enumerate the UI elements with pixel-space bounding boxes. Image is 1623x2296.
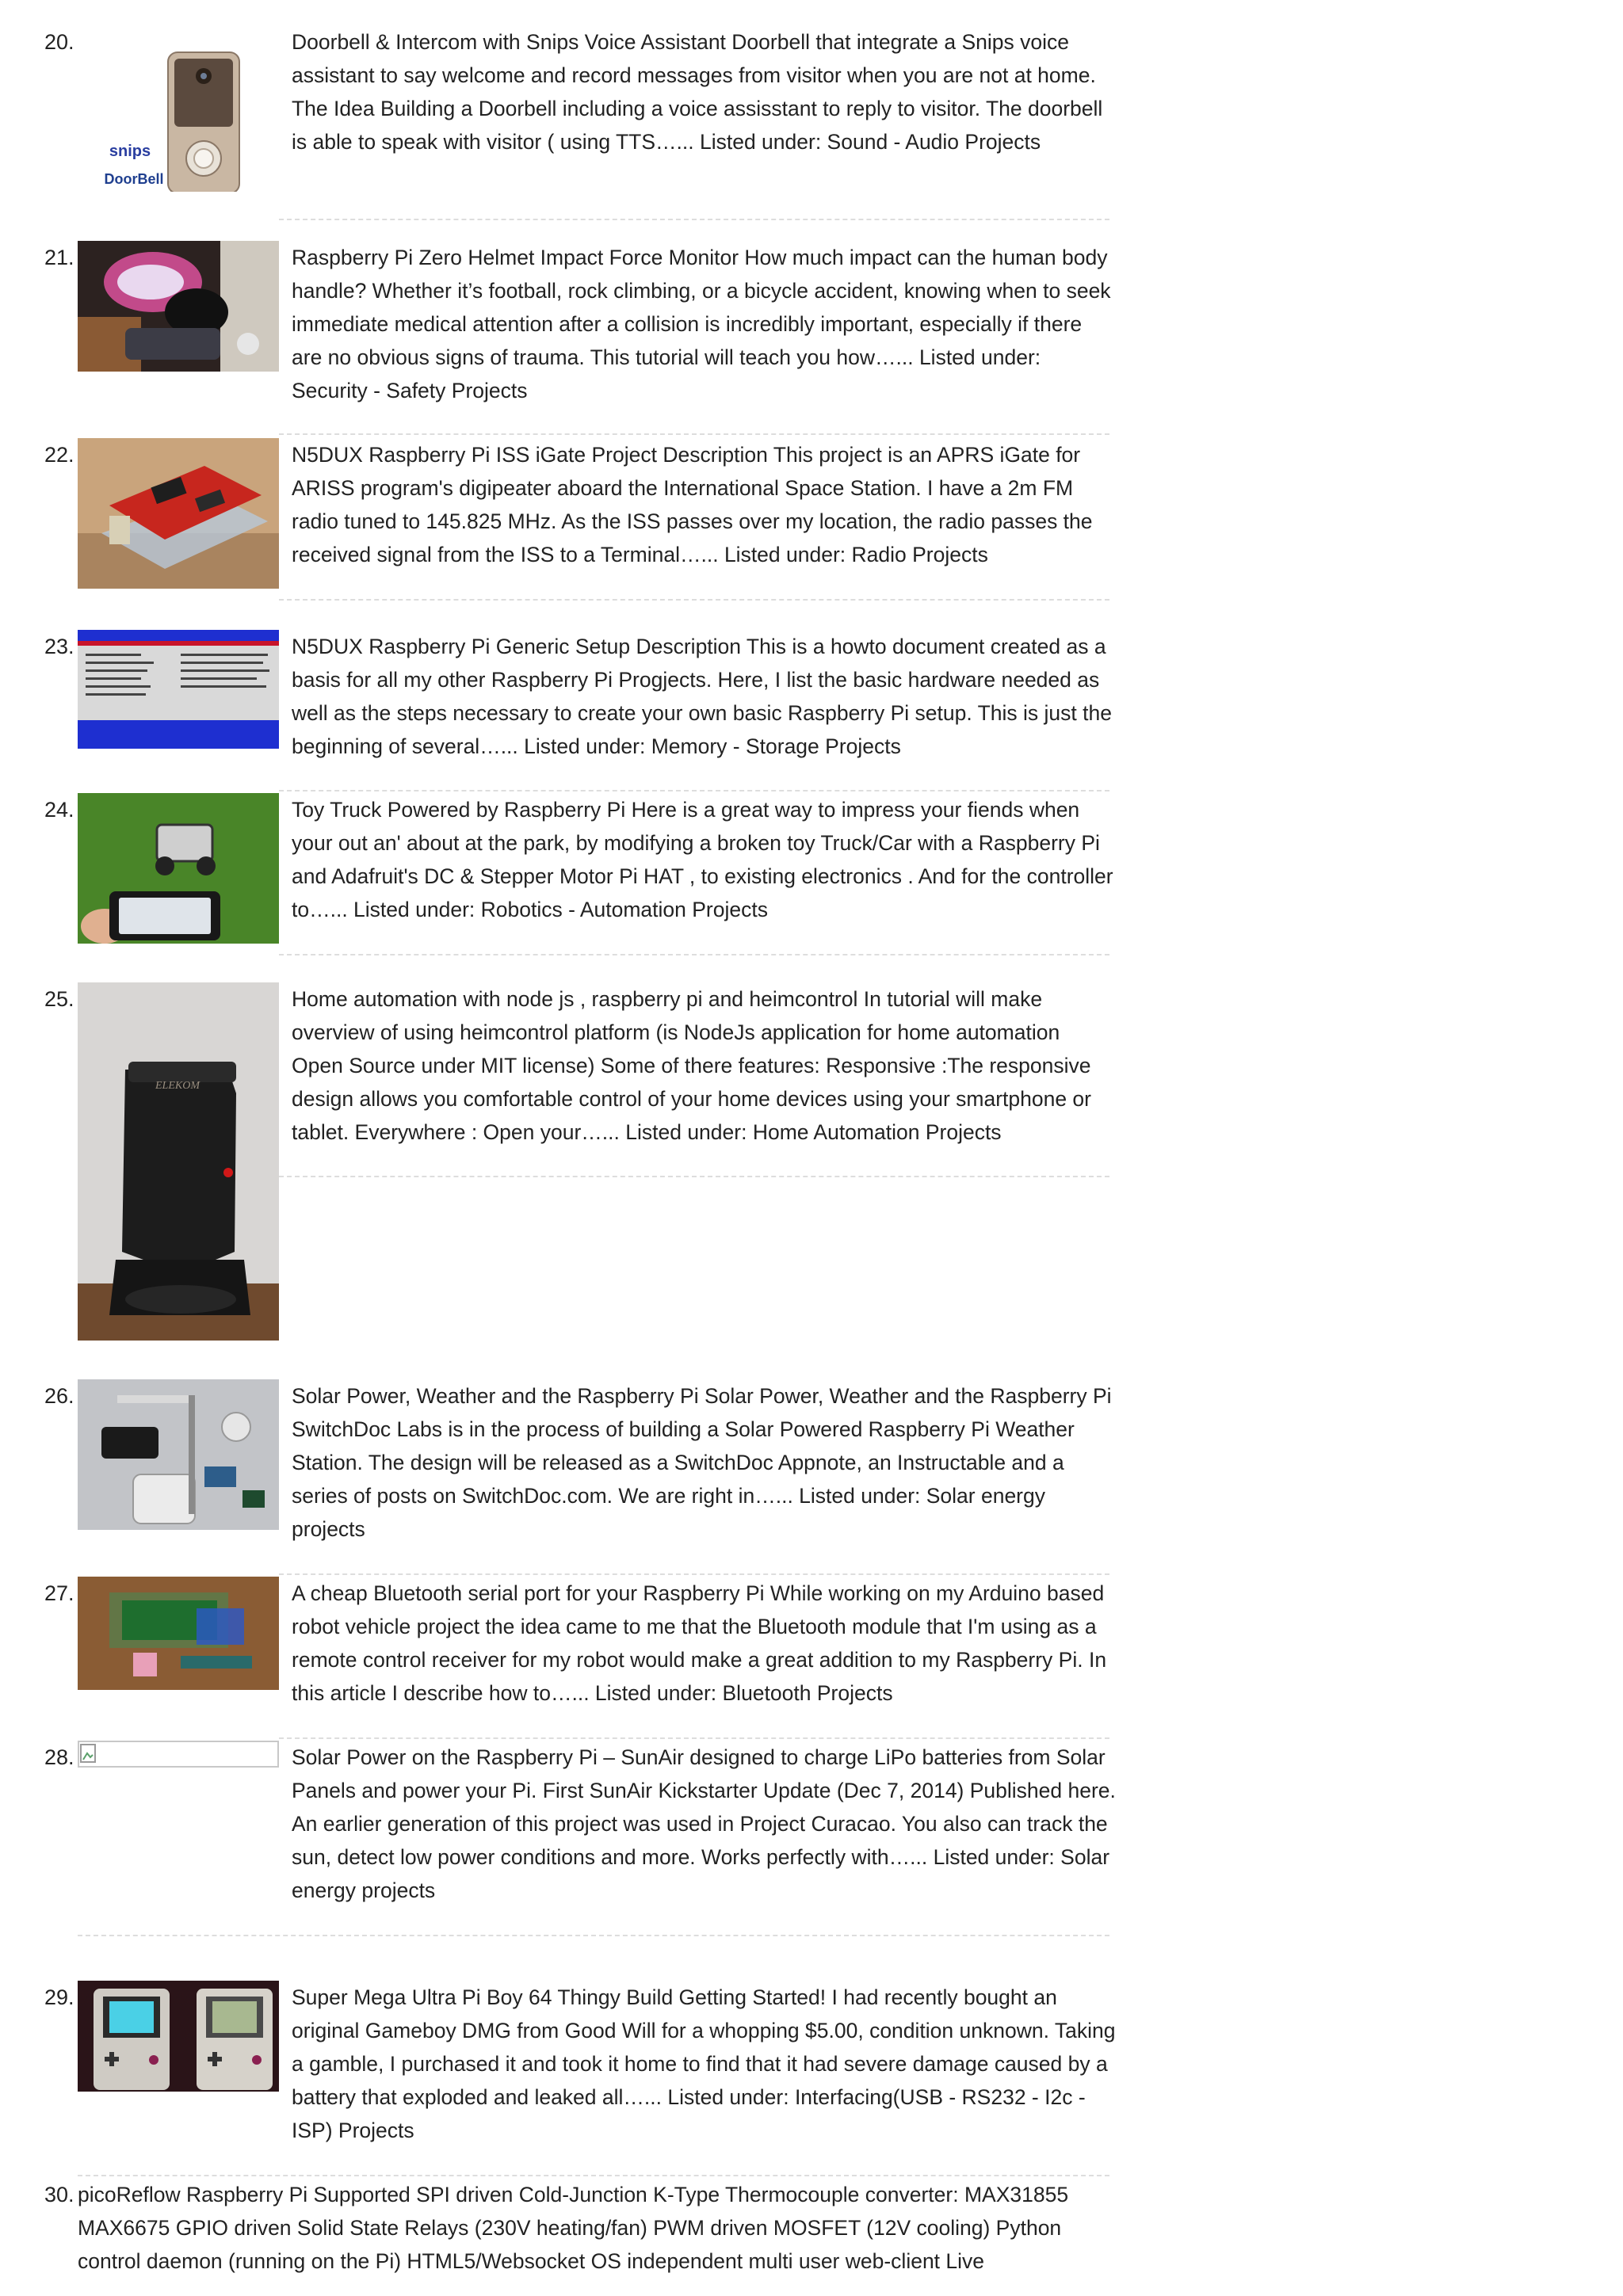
list-item — [0, 438, 1109, 589]
item-description[interactable]: N5DUX Raspberry Pi Generic Setup Description This is a howto document created as a basis for all my other Raspberry Pi Progjects. Here, I list the basic hardware needed as well as the steps necessary to create your own basic Raspberry Pi setup. This is just the beginning of several…... Listed under: Memory - Storage Projects — [292, 635, 1112, 758]
item-divider — [279, 954, 1109, 955]
item-number: 27. — [44, 1581, 74, 1605]
item-divider — [279, 599, 1109, 601]
item-description[interactable]: A cheap Bluetooth serial port for your Raspberry Pi While working on my Arduino based robot vehicle project the idea came to me that the Bluetooth module that I'm using as a remote control receiver for my robot would make a great addition to my Raspberry Pi. In this article I describe how to…... Listed under: Bluetooth Projects — [292, 1581, 1107, 1705]
item-thumbnail[interactable] — [78, 25, 279, 192]
item-thumbnail[interactable] — [78, 1981, 279, 2092]
item-number: 30. — [44, 2183, 74, 2206]
item-divider — [279, 1176, 1109, 1177]
item-thumbnail[interactable] — [78, 1577, 279, 1690]
item-number: 29. — [44, 1985, 74, 2009]
item-description[interactable]: Solar Power on the Raspberry Pi – SunAir designed to charge LiPo batteries from Solar Panels and power your Pi. First SunAir Kickstarter Update (Dec 7, 2014) Published here. An earlier generation of this project was used in Project Curacao. You also can track the sun, detect low power conditions and more. Works perfectly with…... Listed under: Solar energy projects — [292, 1745, 1116, 1902]
item-description[interactable]: Super Mega Ultra Pi Boy 64 Thingy Build Getting Started! I had recently bought an original Gameboy DMG from Good Will for a whopping $5.00, condition unknown. Taking a gamble, I purchased it and took it home to find that it had severe damage caused by a battery that exploded and leaked all…... Listed under: Interfacing(USB - RS232 - I2c -ISP) Projects — [292, 1985, 1116, 2142]
item-description[interactable]: Toy Truck Powered by Raspberry Pi Here is a great way to impress your fiends when your out an' about at the park, by modifying a broken toy Truck/Car with a Raspberry Pi and Adafruit's DC & Stepper Motor Pi HAT , to existing electronics . And for the controller to…... Listed under: Robotics - Automation Projects — [292, 798, 1113, 921]
item-description[interactable]: Home automation with node js , raspberry pi and heimcontrol In tutorial will make overview of using heimcontrol platform (is NodeJs application for home automation Open Source under MIT license) Some of there features: Responsive :The responsive design allows you comfortable control of your home devices using your smartphone or tablet. Everywhere : Open your…... Listed under: Home Automation Projects — [292, 987, 1091, 1144]
thumb-caption: DoorBell — [104, 171, 164, 187]
list-item — [0, 982, 1109, 1341]
item-divider — [279, 219, 1109, 220]
item-number: 21. — [44, 246, 74, 269]
list-item — [0, 630, 1112, 758]
item-divider — [279, 433, 1109, 435]
item-divider — [78, 1935, 1109, 1936]
item-number: 22. — [44, 443, 74, 467]
item-description[interactable]: Doorbell & Intercom with Snips Voice Assistant Doorbell that integrate a Snips voice assistant to say welcome and record messages from visitor when you are not at home. The Idea Building a Doorbell including a voice assisstant to reply to visitor. The doorbell is able to speak with visitor ( using TTS…... Listed under: Sound - Audio Projects — [292, 30, 1103, 154]
item-divider — [78, 2175, 1109, 2176]
item-description[interactable]: Raspberry Pi Zero Helmet Impact Force Monitor How much impact can the human body handle? Whether it’s football, rock climbing, or a bicycle accident, knowing when to seek immediate medical attention after a collision is incredibly important, especially if there are no obvious signs of trauma. This tutorial will teach you how…... Listed under: Security - Safety Projects — [292, 246, 1111, 402]
item-number: 25. — [44, 987, 74, 1011]
list-item — [0, 25, 1109, 192]
item-thumbnail[interactable] — [78, 630, 279, 749]
item-description[interactable]: Solar Power, Weather and the Raspberry Pi Solar Power, Weather and the Raspberry Pi SwitchDoc Labs is in the process of building a Solar Powered Raspberry Pi Weather Station. The design will be released as a SwitchDoc Appnote, an Instructable and a series of posts on SwitchDoc.com. We are right in…... Listed under: Solar energy projects — [292, 1384, 1112, 1541]
item-divider — [279, 790, 1109, 791]
item-description[interactable]: N5DUX Raspberry Pi ISS iGate Project Description This project is an APRS iGate for ARISS program's digipeater aboard the International Space Station. I have a 2m FM radio tuned to 145.825 MHz. As the ISS passes over my location, the radio passes the received signal from the ISS to a Terminal…... Listed under: Radio Projects — [292, 443, 1093, 566]
item-number: 23. — [44, 635, 74, 658]
item-number: 20. — [44, 30, 74, 54]
item-divider — [279, 1573, 1109, 1575]
item-number: 26. — [44, 1384, 74, 1408]
item-thumbnail[interactable] — [78, 241, 279, 372]
item-divider — [279, 1737, 1109, 1739]
item-thumbnail[interactable] — [78, 438, 279, 589]
item-thumbnail[interactable] — [78, 1741, 279, 1769]
list-item — [0, 241, 1109, 407]
item-thumbnail[interactable] — [78, 982, 279, 1341]
list-item — [0, 1741, 1116, 1907]
list-item — [0, 2178, 1109, 2289]
list-item — [0, 1379, 1112, 1541]
item-description[interactable]: picoReflow Raspberry Pi Supported SPI driven Cold-Junction K-Type Thermocouple converter: MAX31855 MAX6675 GPIO driven Solid State Relays (230V heating/fan) PWM driven MOSFET (12V cooling) Python control daemon (running on the Pi) HTML5/Websocket OS independent multi user web-client Live — [78, 2183, 1069, 2273]
list-item — [0, 793, 1113, 944]
item-thumbnail[interactable] — [78, 1379, 279, 1530]
list-item — [0, 1577, 1109, 1705]
list-item — [0, 1981, 1116, 2147]
thumb-brand: ELEKOM — [155, 1080, 200, 1092]
item-number: 24. — [44, 798, 74, 822]
thumb-brand: snips — [109, 143, 151, 160]
item-number: 28. — [44, 1745, 74, 1769]
item-thumbnail[interactable] — [78, 793, 279, 944]
